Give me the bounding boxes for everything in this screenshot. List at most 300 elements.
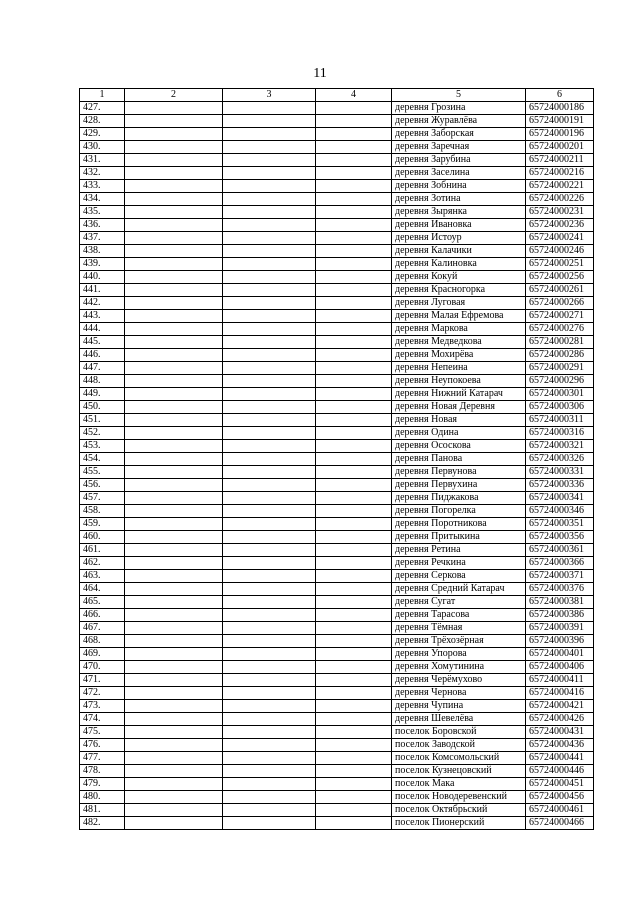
column-4-cell — [316, 713, 392, 726]
row-number-cell: 432. — [80, 167, 125, 180]
table-row — [80, 193, 594, 206]
row-number-cell: 482. — [80, 817, 125, 830]
column-3-cell — [223, 531, 316, 544]
table-row — [80, 466, 594, 479]
row-number-cell: 435. — [80, 206, 125, 219]
column-4-cell — [316, 609, 392, 622]
column-2-cell — [125, 817, 223, 830]
oktmo-code-cell: 65724000256 — [526, 271, 594, 284]
column-2-cell — [125, 596, 223, 609]
column-3-cell — [223, 336, 316, 349]
table-row — [80, 440, 594, 453]
table-row — [80, 310, 594, 323]
oktmo-code-cell: 65724000241 — [526, 232, 594, 245]
column-4-cell — [316, 817, 392, 830]
column-4-cell — [316, 622, 392, 635]
settlement-name-cell: деревня Первухина — [392, 479, 526, 492]
column-2-cell — [125, 557, 223, 570]
oktmo-code-cell: 65724000421 — [526, 700, 594, 713]
column-2-cell — [125, 362, 223, 375]
column-4-cell — [316, 531, 392, 544]
row-number-cell: 458. — [80, 505, 125, 518]
settlement-name-cell: деревня Нижний Катарач — [392, 388, 526, 401]
settlement-name-cell: деревня Медведкова — [392, 336, 526, 349]
oktmo-code-cell: 65724000396 — [526, 635, 594, 648]
column-2-cell — [125, 518, 223, 531]
oktmo-code-cell: 65724000466 — [526, 817, 594, 830]
settlement-name-cell: деревня Новая — [392, 414, 526, 427]
column-3-cell — [223, 726, 316, 739]
column-4-cell — [316, 492, 392, 505]
table-row — [80, 596, 594, 609]
column-4-cell — [316, 739, 392, 752]
column-4-cell — [316, 596, 392, 609]
table-row — [80, 622, 594, 635]
column-4-cell — [316, 141, 392, 154]
settlement-name-cell: деревня Зотина — [392, 193, 526, 206]
oktmo-code-cell: 65724000416 — [526, 687, 594, 700]
column-2-cell — [125, 700, 223, 713]
table-row — [80, 778, 594, 791]
row-number-cell: 441. — [80, 284, 125, 297]
table-row — [80, 284, 594, 297]
column-2-cell — [125, 622, 223, 635]
column-4-cell — [316, 375, 392, 388]
column-3-cell — [223, 596, 316, 609]
column-3-cell — [223, 180, 316, 193]
column-3-cell — [223, 622, 316, 635]
table-row — [80, 141, 594, 154]
column-4-cell — [316, 791, 392, 804]
column-3-cell — [223, 193, 316, 206]
table-row — [80, 206, 594, 219]
row-number-cell: 436. — [80, 219, 125, 232]
oktmo-code-cell: 65724000391 — [526, 622, 594, 635]
settlement-name-cell: деревня Неупокоева — [392, 375, 526, 388]
settlement-name-cell: поселок Новодеревенский — [392, 791, 526, 804]
column-2-cell — [125, 388, 223, 401]
oktmo-code-cell: 65724000211 — [526, 154, 594, 167]
settlement-name-cell: деревня Красногорка — [392, 284, 526, 297]
column-header: 3 — [223, 89, 316, 102]
row-number-cell: 448. — [80, 375, 125, 388]
column-2-cell — [125, 453, 223, 466]
table-row — [80, 479, 594, 492]
row-number-cell: 445. — [80, 336, 125, 349]
settlement-name-cell: деревня Первунова — [392, 466, 526, 479]
table-row — [80, 154, 594, 167]
column-3-cell — [223, 427, 316, 440]
oktmo-code-cell: 65724000361 — [526, 544, 594, 557]
column-2-cell — [125, 284, 223, 297]
column-3-cell — [223, 466, 316, 479]
column-2-cell — [125, 193, 223, 206]
column-4-cell — [316, 206, 392, 219]
settlement-name-cell: деревня Сугат — [392, 596, 526, 609]
column-2-cell — [125, 765, 223, 778]
row-number-cell: 443. — [80, 310, 125, 323]
table-row — [80, 167, 594, 180]
column-4-cell — [316, 557, 392, 570]
table-row — [80, 232, 594, 245]
settlement-name-cell: поселок Заводской — [392, 739, 526, 752]
table-row — [80, 817, 594, 830]
column-4-cell — [316, 115, 392, 128]
oktmo-code-cell: 65724000306 — [526, 401, 594, 414]
table-row — [80, 518, 594, 531]
row-number-cell: 461. — [80, 544, 125, 557]
row-number-cell: 456. — [80, 479, 125, 492]
column-3-cell — [223, 765, 316, 778]
row-number-cell: 479. — [80, 778, 125, 791]
row-number-cell: 467. — [80, 622, 125, 635]
column-2-cell — [125, 609, 223, 622]
column-4-cell — [316, 661, 392, 674]
column-4-cell — [316, 297, 392, 310]
settlement-name-cell: деревня Тарасова — [392, 609, 526, 622]
column-2-cell — [125, 440, 223, 453]
row-number-cell: 450. — [80, 401, 125, 414]
column-3-cell — [223, 752, 316, 765]
settlement-name-cell: поселок Октябрьский — [392, 804, 526, 817]
row-number-cell: 478. — [80, 765, 125, 778]
column-3-cell — [223, 648, 316, 661]
column-4-cell — [316, 765, 392, 778]
column-3-cell — [223, 518, 316, 531]
column-2-cell — [125, 401, 223, 414]
column-2-cell — [125, 310, 223, 323]
oktmo-code-cell: 65724000331 — [526, 466, 594, 479]
column-4-cell — [316, 414, 392, 427]
table-row — [80, 700, 594, 713]
table-row — [80, 505, 594, 518]
column-2-cell — [125, 349, 223, 362]
oktmo-code-cell: 65724000446 — [526, 765, 594, 778]
oktmo-code-cell: 65724000431 — [526, 726, 594, 739]
column-4-cell — [316, 804, 392, 817]
settlement-name-cell: деревня Маркова — [392, 323, 526, 336]
table-row — [80, 570, 594, 583]
row-number-cell: 444. — [80, 323, 125, 336]
table-row — [80, 258, 594, 271]
column-4-cell — [316, 479, 392, 492]
column-4-cell — [316, 752, 392, 765]
column-4-cell — [316, 583, 392, 596]
row-number-cell: 451. — [80, 414, 125, 427]
column-2-cell — [125, 778, 223, 791]
column-3-cell — [223, 258, 316, 271]
row-number-cell: 452. — [80, 427, 125, 440]
column-2-cell — [125, 167, 223, 180]
settlement-name-cell: деревня Черёмухово — [392, 674, 526, 687]
oktmo-code-cell: 65724000191 — [526, 115, 594, 128]
column-4-cell — [316, 102, 392, 115]
column-3-cell — [223, 323, 316, 336]
oktmo-code-cell: 65724000326 — [526, 453, 594, 466]
column-4-cell — [316, 193, 392, 206]
column-4-cell — [316, 687, 392, 700]
row-number-cell: 476. — [80, 739, 125, 752]
settlement-name-cell: поселок Боровской — [392, 726, 526, 739]
column-3-cell — [223, 271, 316, 284]
oktmo-code-cell: 65724000406 — [526, 661, 594, 674]
oktmo-code-cell: 65724000201 — [526, 141, 594, 154]
table-row — [80, 427, 594, 440]
row-number-cell: 454. — [80, 453, 125, 466]
column-4-cell — [316, 154, 392, 167]
table-row — [80, 362, 594, 375]
column-4-cell — [316, 505, 392, 518]
column-3-cell — [223, 804, 316, 817]
column-4-cell — [316, 167, 392, 180]
column-3-cell — [223, 687, 316, 700]
column-4-cell — [316, 232, 392, 245]
column-3-cell — [223, 583, 316, 596]
column-3-cell — [223, 544, 316, 557]
column-2-cell — [125, 414, 223, 427]
row-number-cell: 428. — [80, 115, 125, 128]
settlement-name-cell: деревня Журавлёва — [392, 115, 526, 128]
column-4-cell — [316, 440, 392, 453]
column-3-cell — [223, 362, 316, 375]
column-3-cell — [223, 128, 316, 141]
column-3-cell — [223, 388, 316, 401]
settlement-name-cell: деревня Ососкова — [392, 440, 526, 453]
column-4-cell — [316, 544, 392, 557]
column-4-cell — [316, 388, 392, 401]
settlement-name-cell: деревня Речкина — [392, 557, 526, 570]
oktmo-code-cell: 65724000301 — [526, 388, 594, 401]
oktmo-code-cell: 65724000271 — [526, 310, 594, 323]
column-3-cell — [223, 219, 316, 232]
oktmo-code-cell: 65724000296 — [526, 375, 594, 388]
row-number-cell: 430. — [80, 141, 125, 154]
settlement-name-cell: поселок Комсомольский — [392, 752, 526, 765]
row-number-cell: 427. — [80, 102, 125, 115]
column-3-cell — [223, 609, 316, 622]
settlement-name-cell: деревня Чупина — [392, 700, 526, 713]
oktmo-code-cell: 65724000356 — [526, 531, 594, 544]
oktmo-code-cell: 65724000411 — [526, 674, 594, 687]
column-2-cell — [125, 206, 223, 219]
row-number-cell: 477. — [80, 752, 125, 765]
row-number-cell: 438. — [80, 245, 125, 258]
settlement-name-cell: деревня Притыкина — [392, 531, 526, 544]
oktmo-code-cell: 65724000196 — [526, 128, 594, 141]
column-2-cell — [125, 180, 223, 193]
column-2-cell — [125, 505, 223, 518]
oktmo-code-cell: 65724000251 — [526, 258, 594, 271]
table-row — [80, 583, 594, 596]
row-number-cell: 431. — [80, 154, 125, 167]
oktmo-code-cell: 65724000336 — [526, 479, 594, 492]
row-number-cell: 481. — [80, 804, 125, 817]
settlement-name-cell: деревня Шевелёва — [392, 713, 526, 726]
row-number-cell: 480. — [80, 791, 125, 804]
column-2-cell — [125, 674, 223, 687]
column-3-cell — [223, 245, 316, 258]
settlement-name-cell: деревня Луговая — [392, 297, 526, 310]
row-number-cell: 460. — [80, 531, 125, 544]
table-row — [80, 661, 594, 674]
table-row — [80, 752, 594, 765]
settlement-name-cell: деревня Чернова — [392, 687, 526, 700]
column-2-cell — [125, 648, 223, 661]
column-4-cell — [316, 401, 392, 414]
column-4-cell — [316, 180, 392, 193]
oktmo-code-cell: 65724000456 — [526, 791, 594, 804]
settlement-name-cell: деревня Калиновка — [392, 258, 526, 271]
settlement-name-cell: деревня Панова — [392, 453, 526, 466]
column-2-cell — [125, 583, 223, 596]
table-row — [80, 219, 594, 232]
settlement-name-cell: деревня Серкова — [392, 570, 526, 583]
oktmo-code-cell: 65724000276 — [526, 323, 594, 336]
page-number: 11 — [313, 66, 327, 81]
settlement-name-cell: деревня Пиджакова — [392, 492, 526, 505]
settlement-name-cell: поселок Пионерский — [392, 817, 526, 830]
settlement-name-cell: деревня Одина — [392, 427, 526, 440]
oktmo-code-cell: 65724000261 — [526, 284, 594, 297]
table-row — [80, 336, 594, 349]
oktmo-code-cell: 65724000381 — [526, 596, 594, 609]
column-2-cell — [125, 141, 223, 154]
row-number-cell: 475. — [80, 726, 125, 739]
column-2-cell — [125, 297, 223, 310]
column-3-cell — [223, 141, 316, 154]
oktmo-code-cell: 65724000281 — [526, 336, 594, 349]
column-3-cell — [223, 440, 316, 453]
settlement-name-cell: деревня Упорова — [392, 648, 526, 661]
column-header: 5 — [392, 89, 526, 102]
column-2-cell — [125, 375, 223, 388]
oktmo-code-cell: 65724000351 — [526, 518, 594, 531]
column-3-cell — [223, 492, 316, 505]
settlement-name-cell: поселок Кузнецовский — [392, 765, 526, 778]
column-2-cell — [125, 726, 223, 739]
oktmo-code-cell: 65724000286 — [526, 349, 594, 362]
column-2-cell — [125, 115, 223, 128]
settlement-name-cell: деревня Грозина — [392, 102, 526, 115]
column-2-cell — [125, 492, 223, 505]
table-row — [80, 765, 594, 778]
settlement-name-cell: деревня Новая Деревня — [392, 401, 526, 414]
column-3-cell — [223, 284, 316, 297]
column-2-cell — [125, 531, 223, 544]
column-3-cell — [223, 713, 316, 726]
oktmo-code-cell: 65724000316 — [526, 427, 594, 440]
row-number-cell: 453. — [80, 440, 125, 453]
column-4-cell — [316, 258, 392, 271]
table-row — [80, 726, 594, 739]
table-row — [80, 804, 594, 817]
settlement-name-cell: деревня Зобнина — [392, 180, 526, 193]
column-2-cell — [125, 804, 223, 817]
column-3-cell — [223, 453, 316, 466]
settlement-name-cell: деревня Кокуй — [392, 271, 526, 284]
column-2-cell — [125, 739, 223, 752]
settlement-name-cell: деревня Непеина — [392, 362, 526, 375]
column-2-cell — [125, 219, 223, 232]
oktmo-code-cell: 65724000216 — [526, 167, 594, 180]
oktmo-code-cell: 65724000321 — [526, 440, 594, 453]
column-4-cell — [316, 284, 392, 297]
oktmo-code-cell: 65724000221 — [526, 180, 594, 193]
row-number-cell: 468. — [80, 635, 125, 648]
row-number-cell: 439. — [80, 258, 125, 271]
row-number-cell: 434. — [80, 193, 125, 206]
column-2-cell — [125, 661, 223, 674]
column-3-cell — [223, 505, 316, 518]
table-row — [80, 128, 594, 141]
column-2-cell — [125, 323, 223, 336]
table-row — [80, 557, 594, 570]
row-number-cell: 471. — [80, 674, 125, 687]
column-3-cell — [223, 154, 316, 167]
column-4-cell — [316, 635, 392, 648]
row-number-cell: 473. — [80, 700, 125, 713]
column-2-cell — [125, 271, 223, 284]
column-3-cell — [223, 167, 316, 180]
row-number-cell: 465. — [80, 596, 125, 609]
column-3-cell — [223, 739, 316, 752]
row-number-cell: 462. — [80, 557, 125, 570]
column-4-cell — [316, 778, 392, 791]
column-3-cell — [223, 102, 316, 115]
column-4-cell — [316, 570, 392, 583]
row-number-cell: 446. — [80, 349, 125, 362]
oktmo-code-cell: 65724000461 — [526, 804, 594, 817]
row-number-cell: 470. — [80, 661, 125, 674]
settlements-table — [79, 88, 594, 830]
oktmo-code-cell: 65724000291 — [526, 362, 594, 375]
column-4-cell — [316, 700, 392, 713]
column-2-cell — [125, 570, 223, 583]
column-2-cell — [125, 102, 223, 115]
table-row — [80, 115, 594, 128]
column-3-cell — [223, 791, 316, 804]
column-2-cell — [125, 258, 223, 271]
table-row — [80, 713, 594, 726]
row-number-cell: 442. — [80, 297, 125, 310]
column-2-cell — [125, 336, 223, 349]
table-row — [80, 674, 594, 687]
column-3-cell — [223, 414, 316, 427]
column-3-cell — [223, 206, 316, 219]
row-number-cell: 433. — [80, 180, 125, 193]
column-4-cell — [316, 518, 392, 531]
row-number-cell: 469. — [80, 648, 125, 661]
table-row — [80, 739, 594, 752]
column-3-cell — [223, 297, 316, 310]
settlement-name-cell: деревня Заселина — [392, 167, 526, 180]
row-number-cell: 472. — [80, 687, 125, 700]
column-2-cell — [125, 128, 223, 141]
column-4-cell — [316, 128, 392, 141]
column-2-cell — [125, 154, 223, 167]
settlement-name-cell: деревня Ретина — [392, 544, 526, 557]
table-row — [80, 102, 594, 115]
table-row — [80, 271, 594, 284]
row-number-cell: 464. — [80, 583, 125, 596]
row-number-cell: 437. — [80, 232, 125, 245]
column-2-cell — [125, 791, 223, 804]
table-row — [80, 388, 594, 401]
settlement-name-cell: деревня Калачики — [392, 245, 526, 258]
row-number-cell: 457. — [80, 492, 125, 505]
table-row — [80, 180, 594, 193]
oktmo-code-cell: 65724000371 — [526, 570, 594, 583]
